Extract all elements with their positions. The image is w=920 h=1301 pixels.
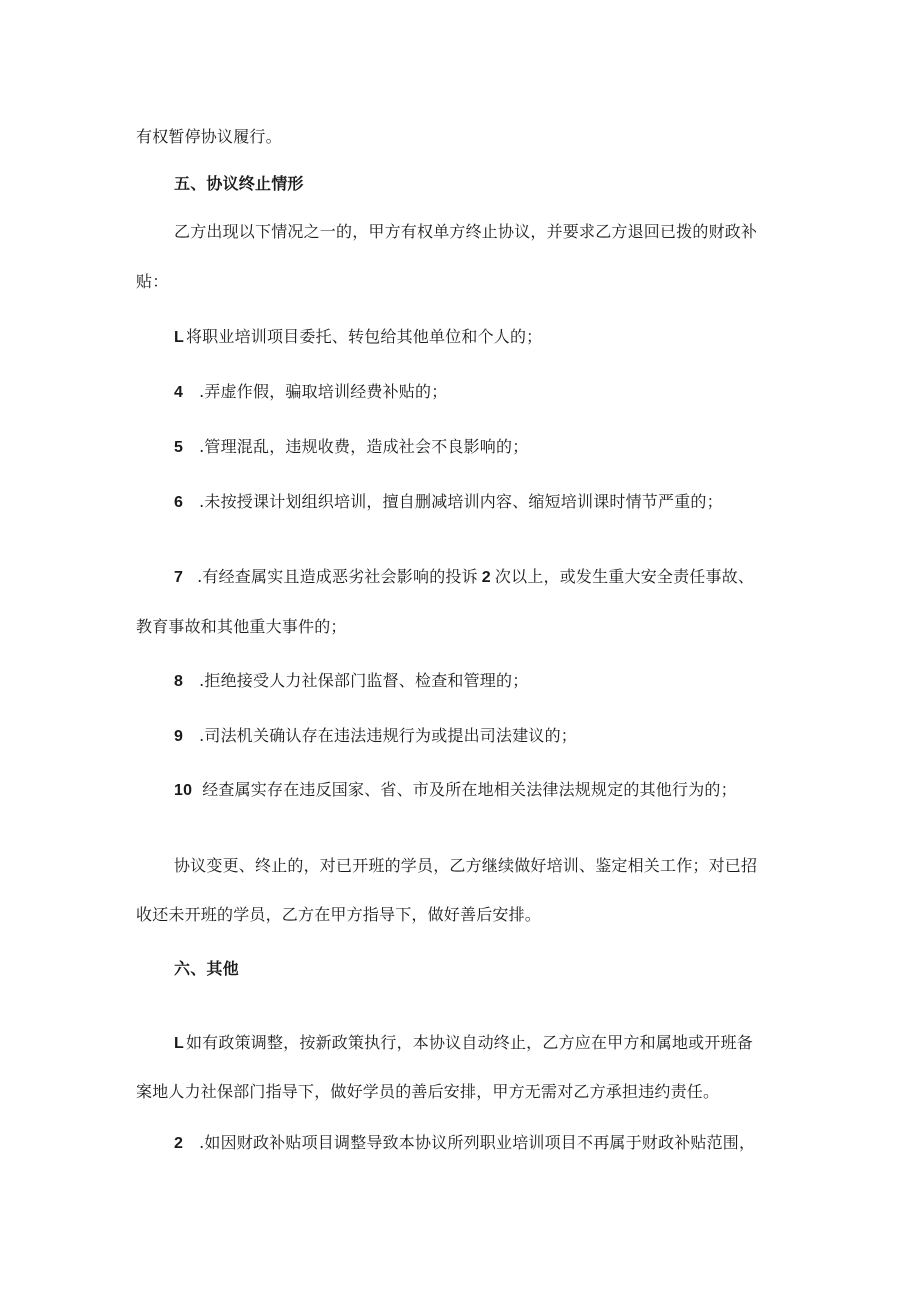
list-text: 如有政策调整，按新政策执行，本协议自动终止，乙方应在甲方和属地或开班备	[185, 1033, 753, 1052]
inline-number: 2	[481, 569, 491, 586]
line-text: 案地人力社保部门指导下，做好学员的善后安排，甲方无需对乙方承担违约责任。	[136, 1082, 720, 1101]
other-item-1	[174, 1033, 753, 1054]
line-text: 贴：	[136, 272, 169, 291]
text-line-4	[136, 272, 168, 292]
list-number: 9	[174, 728, 184, 745]
line-text: 教育事故和其他重大事件的；	[136, 617, 347, 636]
text-line-change	[174, 856, 757, 876]
list-number: 2	[174, 1135, 184, 1152]
list-item-10	[174, 780, 737, 801]
text-line-continuation	[136, 617, 347, 637]
list-text: .拒绝接受人力社保部门监督、检查和管理的；	[199, 671, 529, 690]
list-number: L	[174, 1035, 184, 1052]
list-text: .司法机关确认存在违法违规行为或提出司法建议的；	[199, 726, 577, 745]
list-number: 5	[174, 439, 184, 456]
list-text-continued: 次以上，或发生重大安全责任事故、	[494, 567, 755, 586]
line-text: 收还未开班的学员，乙方在甲方指导下，做好善后安排。	[136, 905, 542, 924]
text-line-change-cont	[136, 905, 541, 925]
list-item-8	[174, 671, 528, 692]
line-text: 协议变更、终止的，对已开班的学员，乙方继续做好培训、鉴定相关工作；对已招	[174, 856, 758, 875]
list-text: 经查属实存在违反国家、省、市及所在地相关法律法规规定的其他行为的；	[202, 780, 737, 799]
other-item-1-cont	[136, 1082, 719, 1102]
list-item-1	[174, 327, 542, 348]
heading-text: 五、协议终止情形	[174, 174, 304, 193]
heading-text: 六、其他	[174, 959, 239, 978]
line-text: 有权暂停协议履行。	[136, 127, 282, 146]
list-text: .管理混乱，违规收费，造成社会不良影响的；	[199, 437, 529, 456]
list-item-7	[174, 567, 754, 588]
list-text: 将职业培训项目委托、转包给其他单位和个人的；	[185, 327, 543, 346]
list-item-5	[174, 437, 528, 458]
list-number: 10	[174, 782, 193, 799]
list-number: 6	[174, 494, 184, 511]
list-item-6	[174, 492, 723, 513]
list-text: .有经查属实且造成恶劣社会影响的投诉	[197, 567, 478, 586]
list-number: 8	[174, 673, 184, 690]
section-heading-5	[174, 174, 304, 194]
line-text: 乙方出现以下情况之一的，甲方有权单方终止协议，并要求乙方退回已拨的财政补	[174, 222, 758, 241]
text-line-3	[174, 222, 757, 242]
list-text: .弄虚作假，骗取培训经费补贴的；	[199, 382, 448, 401]
list-text: .如因财政补贴项目调整导致本协议所列职业培训项目不再属于财政补贴范围，	[199, 1133, 756, 1152]
list-number: 4	[174, 384, 184, 401]
section-heading-6	[174, 959, 239, 979]
list-item-9	[174, 726, 577, 747]
other-item-2	[174, 1133, 755, 1154]
list-text: .未按授课计划组织培训，擅自删减培训内容、缩短培训课时情节严重的；	[199, 492, 723, 511]
list-number: 7	[174, 569, 184, 586]
text-line-1	[136, 127, 282, 147]
list-item-4	[174, 382, 447, 403]
list-number: L	[174, 329, 184, 346]
